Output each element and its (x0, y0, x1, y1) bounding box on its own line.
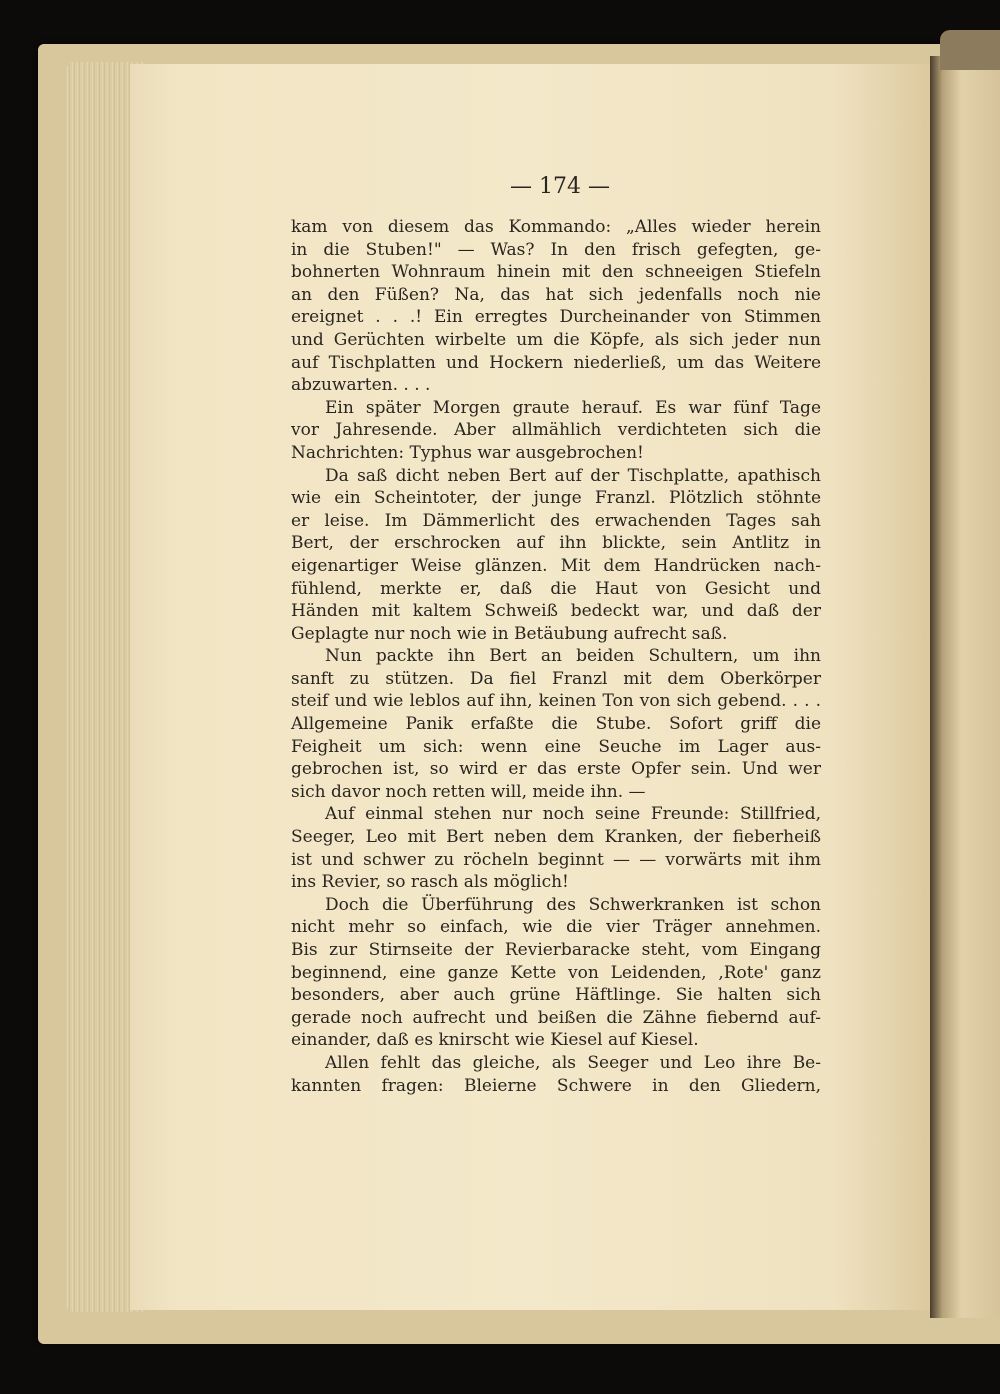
text-line: Bert, der erschrocken auf ihn blickte, sein Antlitz in (291, 533, 821, 554)
text-line: vor Jahresende. Aber allmählich verdichteten sich die (291, 420, 821, 441)
text-line: einander, daß es knirscht wie Kiesel auf Kiesel. (291, 1030, 699, 1051)
text-line: er leise. Im Dämmerlicht des erwachenden Tages sah (291, 510, 821, 531)
text-line: in die Stuben!" — Was? In den frisch gefegten, ge- (291, 239, 821, 260)
text-line: kam von diesem das Kommando: „Alles wieder herein (291, 217, 821, 237)
text-line: Nun packte ihn Bert an beiden Schultern, um ihn (325, 646, 821, 667)
text-line: beginnend, eine ganze Kette von Leidenden, ‚Rote' ganz (291, 962, 821, 983)
text-line: eigenartiger Weise glänzen. Mit dem Handrücken nach- (291, 555, 821, 576)
text-line: Auf einmal stehen nur noch seine Freunde: Stillfried, (325, 804, 821, 825)
text-line: auf Tischplatten und Hockern niederließ, um das Weitere (291, 352, 821, 373)
text-line: Doch die Überführung des Schwerkranken ist schon (325, 894, 821, 915)
text-line: gebrochen ist, so wird er das erste Opfer sein. Und wer (291, 759, 821, 780)
text-line: besonders, aber auch grüne Häftlinge. Sie halten sich (291, 985, 821, 1006)
text-line: kannten fragen: Bleierne Schwere in den Gliedern, (291, 1075, 821, 1096)
text-line: Ein später Morgen graute herauf. Es war fünf Tage (325, 397, 821, 418)
text-line: ins Revier, so rasch als möglich! (291, 872, 569, 893)
text-line: nicht mehr so einfach, wie die vier Träger annehmen. (291, 917, 821, 938)
text-line: an den Füßen? Na, das hat sich jedenfalls noch nie (291, 284, 821, 305)
text-line: Händen mit kaltem Schweiß bedeckt war, und daß der (291, 601, 821, 622)
text-line: Bis zur Stirnseite der Revierbaracke steht, vom Eingang (291, 940, 821, 960)
text-line: Da saß dicht neben Bert auf der Tischplatte, apathisch (325, 465, 821, 486)
text-line: sanft zu stützen. Da fiel Franzl mit dem Oberkörper (291, 668, 821, 689)
text-line: Geplagte nur noch wie in Betäubung aufrecht saß. (291, 623, 728, 644)
text-line: gerade noch aufrecht und beißen die Zähne fiebernd auf- (291, 1007, 821, 1028)
text-line: bohnerten Wohnraum hinein mit den schneeigen Stiefeln (291, 262, 821, 283)
page-number: — 174 — (510, 174, 610, 199)
text-line: ereignet . . .! Ein erregtes Durcheinander von Stimmen (291, 307, 821, 328)
text-line: und Gerüchten wirbelte um die Köpfe, als sich jeder nun (291, 329, 821, 350)
text-line: sich davor noch retten will, meide ihn. — (291, 781, 646, 802)
text-line: Nachrichten: Typhus war ausgebrochen! (291, 442, 644, 463)
text-line: wie ein Scheintoter, der junge Franzl. Plötzlich stöhnte (291, 488, 821, 509)
text-line: abzuwarten. . . . (291, 375, 431, 396)
text-line: Allgemeine Panik erfaßte die Stube. Sofort griff die (291, 714, 821, 735)
text-line: Seeger, Leo mit Bert neben dem Kranken, der fieberheiß (291, 827, 821, 848)
text-line: Feigheit um sich: wenn eine Seuche im Lager aus- (291, 736, 821, 757)
text-line: steif und wie leblos auf ihn, keinen Ton von sich gebend. . . . (291, 691, 821, 712)
facing-page-edge (930, 56, 1000, 1318)
cover-corner (940, 30, 1000, 70)
text-line: Allen fehlt das gleiche, als Seeger und Leo ihre Be- (325, 1052, 821, 1073)
page-body-text (291, 216, 821, 1097)
text-line: ist und schwer zu röcheln beginnt — — vorwärts mit ihm (291, 849, 821, 870)
text-line: fühlend, merkte er, daß die Haut von Gesicht und (291, 578, 821, 599)
